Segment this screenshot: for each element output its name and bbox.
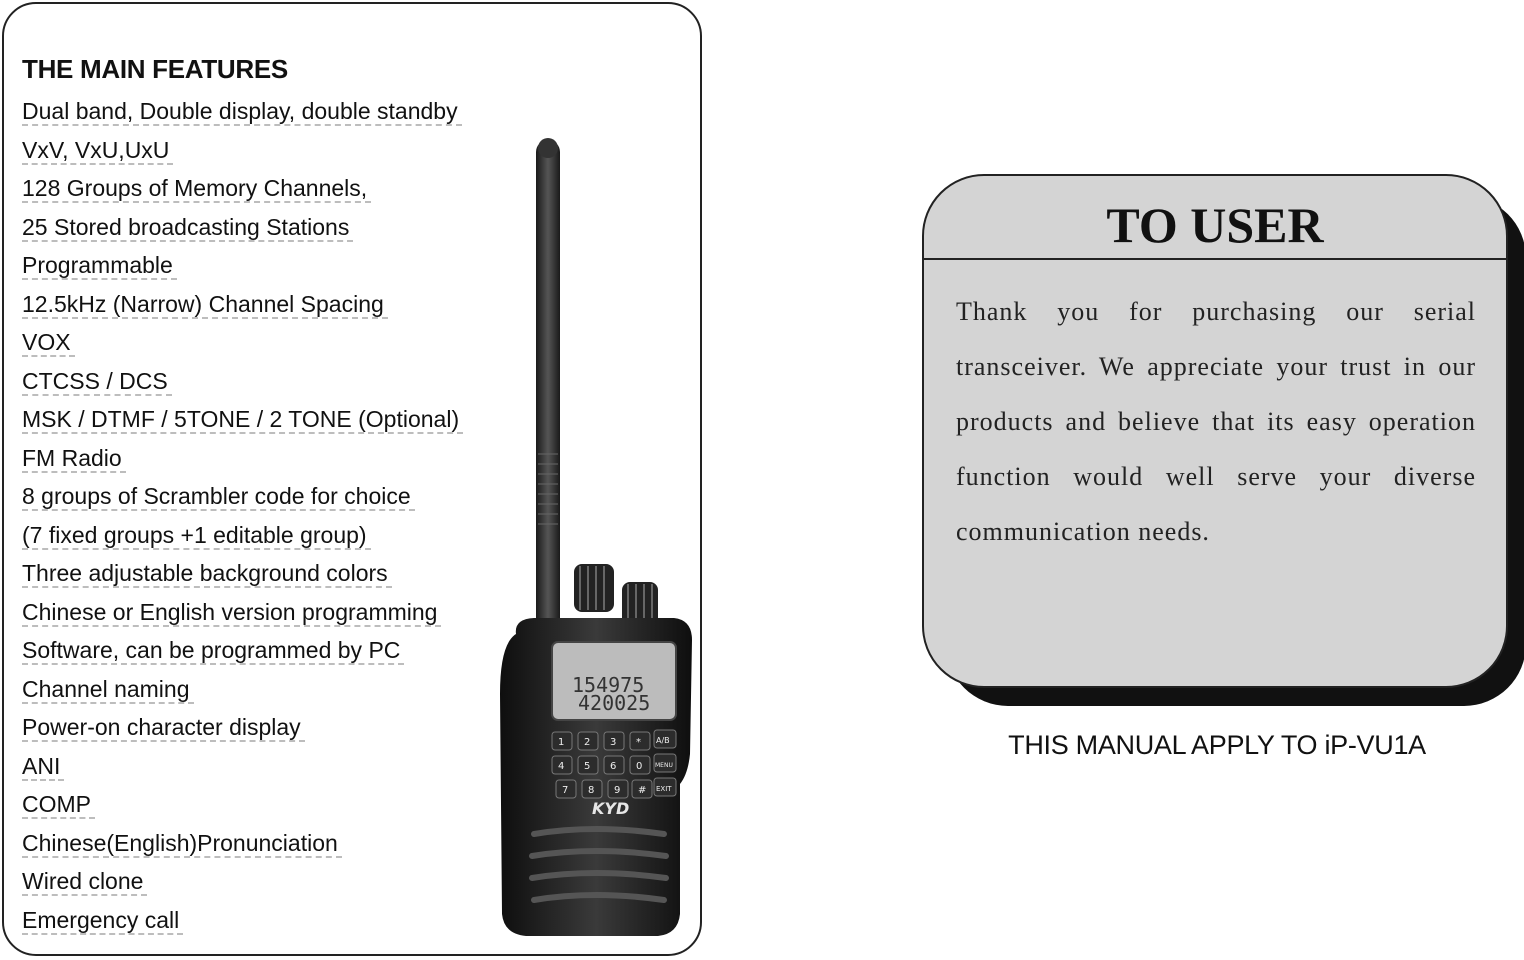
feature-item: Chinese or English version programming — [22, 593, 463, 632]
feature-item: MSK / DTMF / 5TONE / 2 TONE (Optional) — [22, 400, 463, 439]
feature-item: VOX — [22, 323, 463, 362]
key-label: 3 — [610, 737, 617, 748]
feature-item: Software, can be programmed by PC — [22, 631, 463, 670]
features-title: THE MAIN FEATURES — [22, 54, 288, 84]
key-label: 6 — [610, 761, 617, 772]
feature-item: 25 Stored broadcasting Stations — [22, 208, 463, 247]
key-label: 8 — [588, 785, 595, 796]
feature-item: 128 Groups of Memory Channels, — [22, 169, 463, 208]
knob — [574, 564, 658, 626]
feature-item: COMP — [22, 785, 463, 824]
feature-item: Emergency call — [22, 901, 463, 940]
feature-item: FM Radio — [22, 439, 463, 478]
feature-item: CTCSS / DCS — [22, 362, 463, 401]
to-user-message: Thank you for purchasing our serial transceiver. We appreciate your trust in our products and believe that its easy operation function would well serve your diverse communication needs. — [956, 297, 1476, 546]
display-frequency-1: 154975 — [572, 673, 645, 697]
feature-item: ANI — [22, 747, 463, 786]
key-label: 1 — [558, 737, 565, 748]
key-label: 0 — [636, 761, 643, 772]
key-label: 4 — [558, 761, 565, 772]
feature-item: Wired clone — [22, 862, 463, 901]
feature-item: Power-on character display — [22, 708, 463, 747]
feature-item: Programmable — [22, 246, 463, 285]
feature-list — [22, 92, 463, 939]
feature-item: Chinese(English)Pronunciation — [22, 824, 463, 863]
feature-item: VxV, VxU,UxU — [22, 131, 463, 170]
to-user-title: TO USER — [1106, 197, 1324, 253]
radio-brand-logo: KYD — [592, 799, 630, 818]
key-label: MENU — [655, 762, 673, 769]
feature-item: Dual band, Double display, double standby — [22, 92, 463, 131]
key-label: * — [636, 737, 641, 748]
feature-item: Three adjustable background colors — [22, 554, 463, 593]
key-label: 5 — [584, 761, 591, 772]
key-label: 9 — [614, 785, 621, 796]
key-label: # — [638, 785, 647, 796]
features-panel — [2, 2, 702, 956]
title-divider — [924, 258, 1506, 260]
key-label: EXIT — [656, 785, 672, 793]
feature-item: (7 fixed groups +1 editable group) — [22, 516, 463, 555]
key-label: A/B — [656, 736, 670, 745]
display-frequency-2: 420025 — [578, 691, 651, 715]
key-label: 7 — [562, 785, 569, 796]
feature-item: Channel naming — [22, 670, 463, 709]
keypad — [552, 730, 676, 798]
manual-applicability-note: THIS MANUAL APPLY TO iP-VU1A — [1008, 730, 1426, 760]
radio-image — [494, 134, 694, 944]
antenna — [536, 138, 560, 630]
feature-item: 12.5kHz (Narrow) Channel Spacing — [22, 285, 463, 324]
to-user-card — [922, 174, 1508, 688]
key-label: 2 — [584, 737, 591, 748]
feature-item: 8 groups of Scrambler code for choice — [22, 477, 463, 516]
